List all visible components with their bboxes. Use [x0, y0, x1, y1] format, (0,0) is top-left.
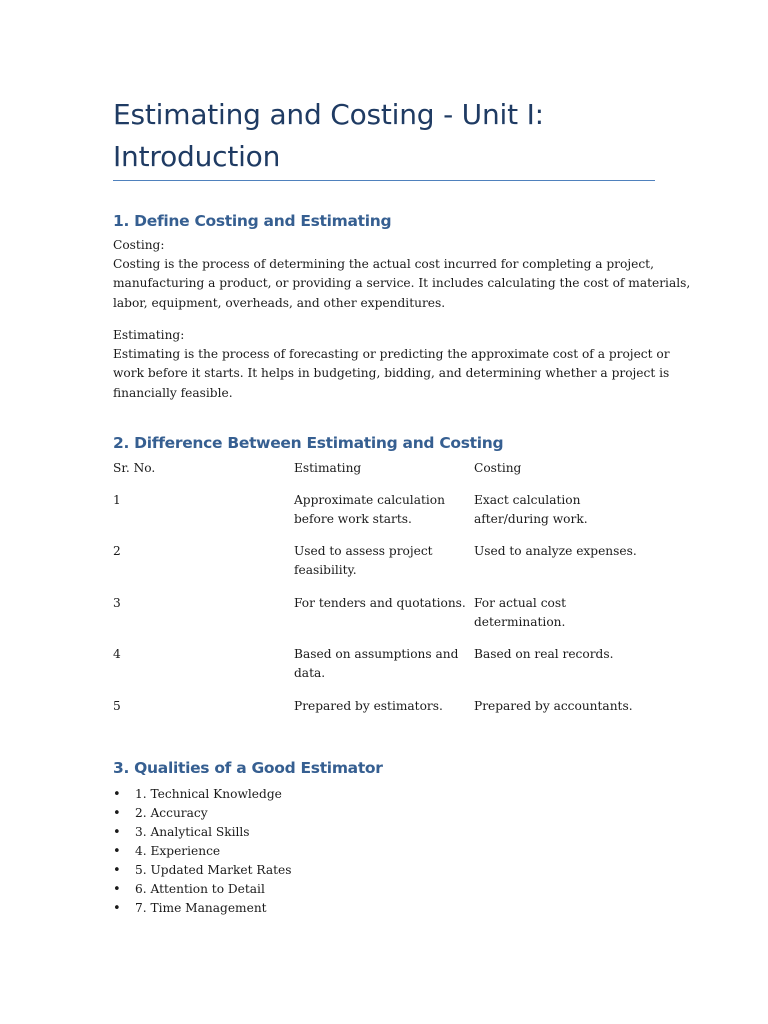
bullet-icon: •	[113, 806, 121, 821]
cell-line: data.	[294, 666, 326, 681]
estimating-label: Estimating:	[113, 328, 185, 342]
list-item-text: 2. Accuracy	[135, 806, 208, 820]
estimating-paragraph	[113, 326, 670, 403]
cell-line: Used to analyze expenses.	[474, 544, 637, 558]
costing-text-line: labor, equipment, overheads, and other expenditures.	[113, 295, 446, 310]
table-cell-costing	[474, 594, 566, 632]
bullet-icon: •	[113, 882, 121, 897]
section-heading-qualities: 3. Qualities of a Good Estimator	[113, 759, 383, 777]
cell-line: determination.	[474, 615, 566, 630]
estimating-text-line: Estimating is the process of forecasting or predicting the approximate cost of a project or	[113, 347, 670, 362]
cell-line: Approximate calculation	[294, 493, 445, 507]
document-title	[113, 94, 655, 178]
cell-line: For tenders and quotations.	[294, 596, 466, 610]
costing-text-line: manufacturing a product, or providing a service. It includes calculating the cost of materials,	[113, 276, 691, 291]
table-cell-sr: 5	[113, 699, 121, 713]
title-underline	[113, 180, 655, 181]
bullet-icon: •	[113, 901, 121, 916]
table-cell-sr: 2	[113, 544, 121, 558]
cell-line: Based on assumptions and	[294, 647, 459, 661]
bullet-icon: •	[113, 825, 121, 840]
list-item-text: 3. Analytical Skills	[135, 825, 250, 839]
section-heading-difference: 2. Difference Between Estimating and Costing	[113, 434, 504, 452]
table-cell-estimating	[294, 542, 433, 580]
table-cell-costing	[474, 491, 588, 529]
cell-line: Prepared by accountants.	[474, 699, 633, 713]
cell-line: For actual cost	[474, 596, 567, 610]
table-cell-costing	[474, 697, 633, 716]
title-line: Estimating and Costing - Unit I:	[113, 98, 544, 131]
bullet-icon: •	[113, 863, 121, 878]
cell-line: Prepared by estimators.	[294, 699, 443, 713]
table-cell-sr: 1	[113, 493, 121, 507]
cell-line: Exact calculation	[474, 493, 581, 507]
header-estimating: Estimating	[294, 461, 362, 475]
table-cell-estimating	[294, 594, 466, 613]
costing-label: Costing:	[113, 238, 165, 252]
costing-text-line: Costing is the process of determining the actual cost incurred for completing a project,	[113, 257, 654, 272]
costing-paragraph	[113, 236, 691, 313]
table-cell-estimating	[294, 697, 443, 716]
list-item-text: 7. Time Management	[135, 901, 267, 915]
cell-line: after/during work.	[474, 512, 588, 527]
estimating-text-line: work before it starts. It helps in budgeting, bidding, and determining whether a project is	[113, 366, 670, 381]
list-item-text: 6. Attention to Detail	[135, 882, 265, 896]
list-item-text: 4. Experience	[135, 844, 221, 858]
table-cell-sr: 4	[113, 647, 121, 661]
table-cell-estimating	[294, 491, 445, 529]
estimating-text-line: financially feasible.	[113, 385, 233, 400]
cell-line: Based on real records.	[474, 647, 614, 661]
table-cell-costing	[474, 645, 613, 664]
table-cell-sr: 3	[113, 596, 121, 610]
cell-line: Used to assess project	[294, 544, 433, 558]
title-line: Introduction	[113, 140, 281, 173]
cell-line: feasibility.	[294, 563, 357, 578]
cell-line: before work starts.	[294, 512, 412, 527]
bullet-icon: •	[113, 787, 121, 802]
bullet-icon: •	[113, 844, 121, 859]
table-cell-estimating	[294, 645, 458, 683]
header-sr-no: Sr. No.	[113, 461, 156, 475]
header-costing: Costing	[474, 461, 522, 475]
list-item-text: 1. Technical Knowledge	[135, 787, 282, 801]
list-item-text: 5. Updated Market Rates	[135, 863, 292, 877]
section-heading-define: 1. Define Costing and Estimating	[113, 212, 392, 230]
table-cell-costing	[474, 542, 637, 561]
